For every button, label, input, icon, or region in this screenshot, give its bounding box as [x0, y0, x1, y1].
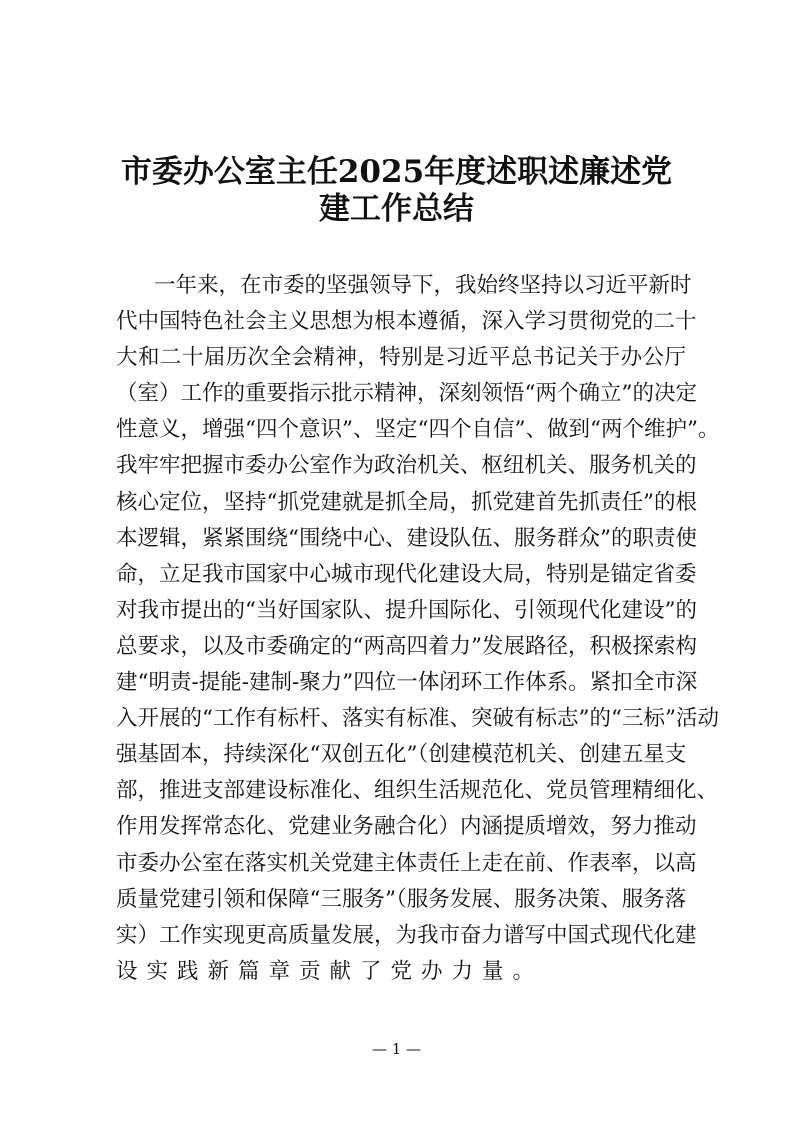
- paragraph-line: 入开展的“工作有标杆、落实有标准、突破有标志”的“三标”活动: [116, 706, 719, 732]
- paragraph-line: 作用发挥常态化、党建业务融合化）内涵提质增效，努力推动: [116, 814, 697, 840]
- document-title-line-1: 市委办公室主任2025年度述职述廉述党: [120, 154, 673, 190]
- paragraph-line: （室）工作的重要指示批示精神，深刻领悟“两个确立”的决定: [116, 381, 697, 407]
- paragraph-line: 我牢牢把握市委办公室作为政治机关、枢纽机关、服务机关的: [116, 453, 697, 479]
- paragraph-line: 建“明责-提能-建制-聚力”四位一体闭环工作体系。紧扣全市深: [116, 670, 698, 696]
- paragraph-line: 命，立足我市国家中心城市现代化建设大局，特别是锚定省委: [116, 561, 697, 587]
- paragraph-line: 总要求，以及市委确定的“两高四着力”发展路径，积极探索构: [116, 633, 697, 659]
- paragraph-line: 设实践新篇章贡献了党办力量。: [116, 958, 544, 984]
- paragraph-line: 实）工作实现更高质量发展，为我市奋力谱写中国式现代化建: [116, 922, 697, 948]
- paragraph-line: 质量党建引领和保障“三服务”（服务发展、服务决策、服务落: [116, 886, 687, 912]
- paragraph-line: 部，推进支部建设标准化、组织生活规范化、党员管理精细化、: [116, 778, 719, 804]
- paragraph-line: 代中国特色社会主义思想为根本遵循，深入学习贯彻党的二十: [116, 309, 697, 335]
- document-title-line-2: 建工作总结: [319, 191, 474, 227]
- paragraph-line: 本逻辑，紧紧围绕“围绕中心、建设队伍、服务群众”的职责使: [116, 525, 697, 551]
- paragraph-line: 一年来，在市委的坚强领导下，我始终坚持以习近平新时: [154, 273, 692, 298]
- body-paragraph: [116, 268, 720, 990]
- paragraph-line: 对我市提出的“当好国家队、提升国际化、引领现代化建设”的: [116, 597, 697, 623]
- paragraph-line: 性意义，增强“四个意识”、坚定“四个自信”、做到“两个维护”。: [116, 417, 720, 443]
- paragraph-line: 市委办公室在落实机关党建主体责任上走在前、作表率，以高: [116, 850, 697, 876]
- paragraph-line: 核心定位，坚持“抓党建就是抓全局，抓党建首先抓责任”的根: [116, 489, 697, 515]
- paragraph-line: 强基固本，持续深化“双创五化”（创建模范机关、创建五星支: [116, 742, 687, 768]
- paragraph-line: 大和二十届历次全会精神，特别是习近平总书记关于办公厅: [116, 345, 686, 371]
- page-number: — 1 —: [371, 1040, 422, 1058]
